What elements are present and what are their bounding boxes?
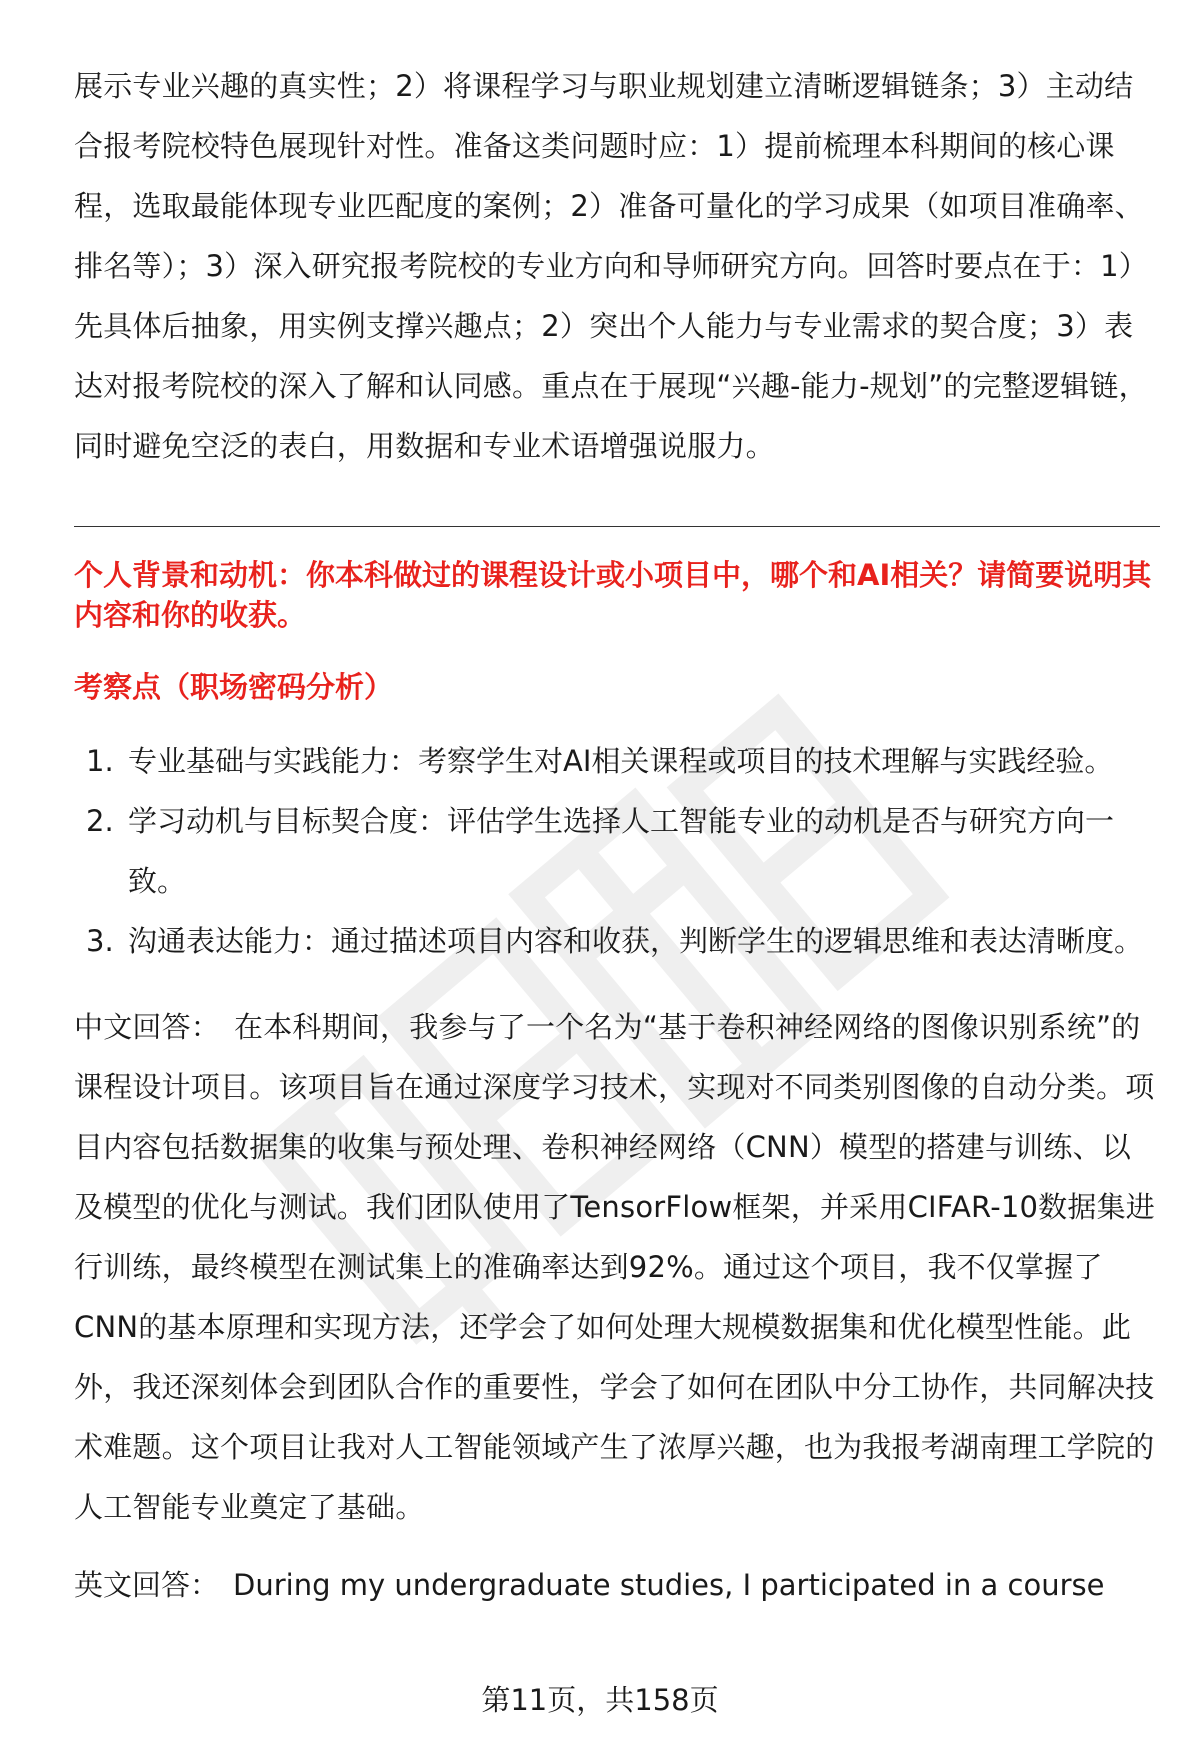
page-content: [74, 56, 1160, 1605]
english-answer-text: During my undergraduate studies, I participated in a course: [233, 1568, 1105, 1602]
assessment-list: [74, 731, 1160, 971]
english-answer-label: 英文回答：: [74, 1568, 220, 1602]
list-item-number: 2.: [86, 804, 114, 838]
assessment-heading: 考察点（职场密码分析）: [74, 670, 394, 704]
chinese-answer-text: 在本科期间，我参与了一个名为“基于卷积神经网络的图像识别系统”的课程设计项目。该项目旨在通过深度学习技术，实现对不同类别图像的自动分类。项目内容包括数据集的收集与预处理、卷积神经网络（CNN）模型的搭建与训练、以及模型的优化与测试。我们团队使用了TensorFlow框架，并采用CIFAR-10数据集进行训练，最终模型在测试集上的准确率达到92%。通过这个项目，我不仅掌握了CNN的基本原理和实现方法，还学会了如何处理大规模数据集和优化模型性能。此外，我还深刻体会到团队合作的重要性，学会了如何在团队中分工协作，共同解决技术难题。这个项目让我对人工智能领域产生了浓厚兴趣，也为我报考湖南理工学院的人工智能专业奠定了基础。: [74, 1010, 1155, 1524]
intro-paragraph: 展示专业兴趣的真实性；2）将课程学习与职业规划建立清晰逻辑链条；3）主动结合报考院校特色展现针对性。准备这类问题时应：1）提前梳理本科期间的核心课程，选取最能体现专业匹配度的案例；2）准备可量化的学习成果（如项目准确率、排名等）；3）深入研究报考院校的专业方向和导师研究方向。回答时要点在于：1）先具体后抽象，用实例支撑兴趣点；2）突出个人能力与专业需求的契合度；3）表达对报考院校的深入了解和认同感。重点在于展现“兴趣-能力-规划”的完整逻辑链，同时避免空泛的表白，用数据和专业术语增强说服力。: [74, 69, 1149, 463]
list-item: [74, 791, 1160, 911]
list-item: [74, 911, 1160, 971]
section-divider: [74, 526, 1160, 527]
list-item-text: 专业基础与实践能力：考察学生对AI相关课程或项目的技术理解与实践经验。: [128, 744, 1114, 778]
english-answer: [74, 1565, 1160, 1605]
chinese-answer-label: 中文回答：: [74, 1010, 221, 1044]
list-item: [74, 731, 1160, 791]
list-item-number: 1.: [86, 744, 114, 778]
list-item-text: 沟通表达能力：通过描述项目内容和收获，判断学生的逻辑思维和表达清晰度。: [128, 924, 1144, 958]
chinese-answer: [74, 997, 1160, 1537]
list-item-text: 学习动机与目标契合度：评估学生选择人工智能专业的动机是否与研究方向一致。: [128, 804, 1115, 898]
page-number: 第11页，共158页: [481, 1683, 719, 1717]
list-item-number: 3.: [86, 924, 114, 958]
question-heading: 个人背景和动机：你本科做过的课程设计或小项目中，哪个和AI相关？请简要说明其内容和你的收获。: [74, 558, 1152, 632]
